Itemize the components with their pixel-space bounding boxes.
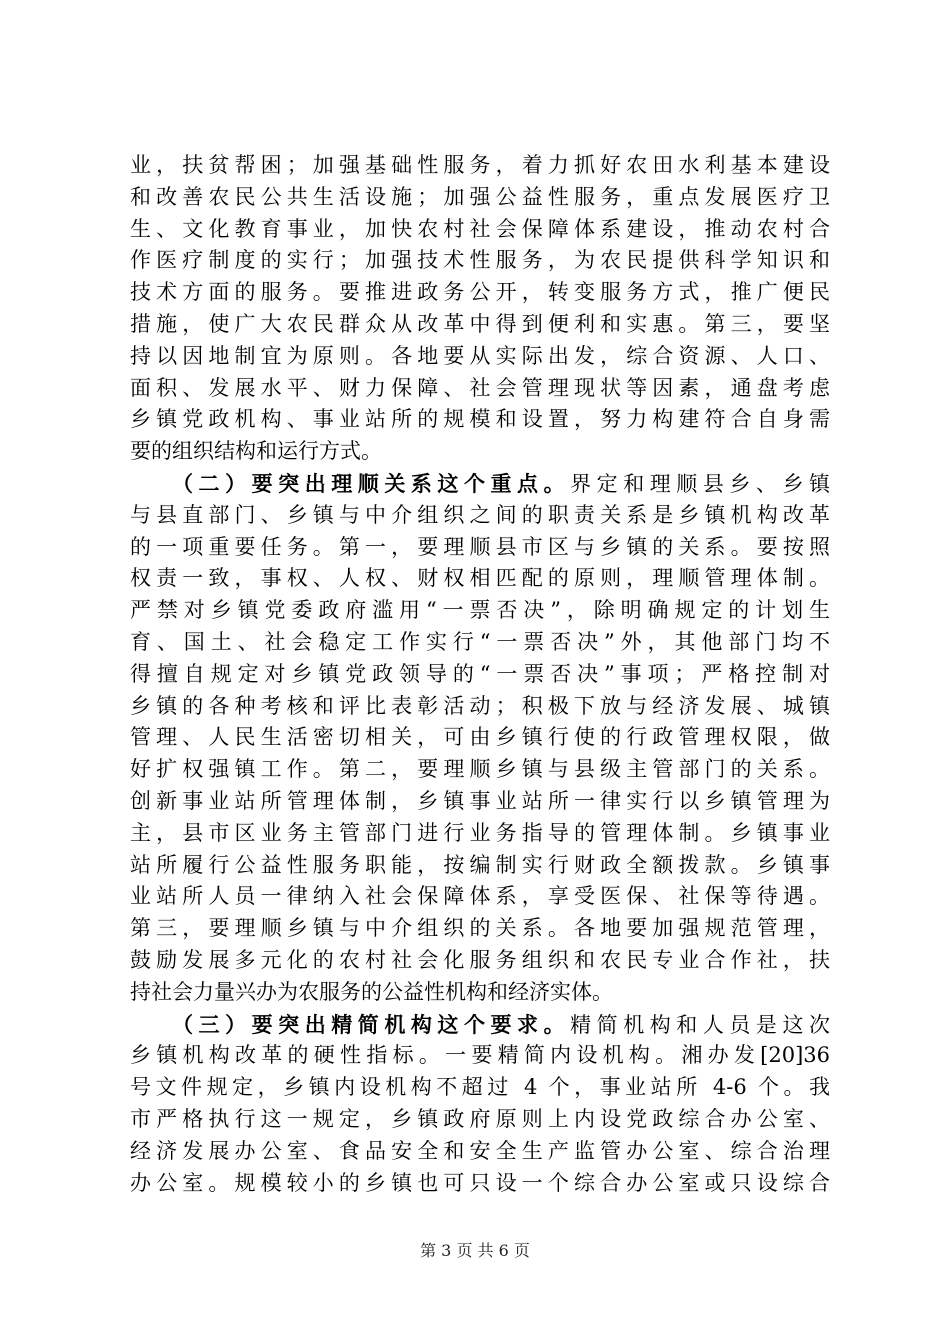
text-line: 作医疗制度的实行；加强技术性服务，为农民提供科学知识和	[130, 248, 830, 273]
text-line: 权责一致，事权、人权、财权相匹配的原则，理顺管理体制。	[130, 566, 830, 591]
text-line: 技术方面的服务。要推进政务公开，转变服务方式，推广便民	[130, 280, 830, 305]
text-line: 管理、人民生活密切相关，可由乡镇行使的行政管理权限，做	[130, 725, 830, 750]
text-line: 措施，使广大农民群众从改革中得到便利和实惠。第三，要坚	[130, 311, 830, 336]
text-line: 经济发展办公室、食品安全和安全生产监管办公室、综合治理	[130, 1138, 830, 1163]
text-line: 站所履行公益性服务职能，按编制实行财政全额拨款。乡镇事	[130, 852, 830, 877]
page-footer: 第 3 页 共 6 页	[420, 1241, 530, 1260]
text-line: 市严格执行这一规定，乡镇政府原则上内设党政综合办公室、	[130, 1106, 830, 1131]
text-line: 与县直部门、乡镇与中介组织之间的职责关系是乡镇机构改革	[130, 502, 830, 527]
paragraph-intro	[130, 150, 830, 468]
text-line: 号文件规定，乡镇内设机构不超过 4 个，事业站所 4-6 个。我	[130, 1075, 830, 1100]
text-line: 要的组织结构和运行方式。	[130, 439, 382, 464]
paragraph-section-three	[130, 1009, 830, 1200]
text-line: 育、国土、社会稳定工作实行“一票否决”外，其他部门均不	[130, 629, 830, 654]
section-two-lead-text: 界定和理顺县乡、乡镇	[570, 471, 830, 496]
document-body	[130, 150, 830, 1199]
text-line: 第三，要理顺乡镇与中介组织的关系。各地要加强规范管理，	[130, 916, 830, 941]
text-line: 生、文化教育事业，加快农村社会保障体系建设，推动农村合	[130, 216, 830, 241]
text-line: 业站所人员一律纳入社会保障体系，享受医保、社保等待遇。	[130, 884, 830, 909]
text-line: 乡镇的各种考核和评比表彰活动；积极下放与经济发展、城镇	[130, 693, 830, 718]
text-line: 的一项重要任务。第一，要理顺县市区与乡镇的关系。要按照	[130, 534, 830, 559]
text-line: 持社会力量兴办为农服务的公益性机构和经济实体。	[130, 979, 613, 1004]
text-line: 持以因地制宜为原则。各地要从实际出发，综合资源、人口、	[130, 343, 830, 368]
text-line: 办公室。规模较小的乡镇也可只设一个综合办公室或只设综合	[130, 1170, 830, 1195]
text-line: 得擅自规定对乡镇党政领导的“一票否决”事项；严格控制对	[130, 661, 830, 686]
text-line: 严禁对乡镇党委政府滥用“一票否决”，除明确规定的计划生	[130, 598, 830, 623]
text-line: 鼓励发展多元化的农村社会化服务组织和农民专业合作社，扶	[130, 947, 830, 972]
section-three-first-line	[130, 1009, 830, 1041]
text-line: 和改善农民公共生活设施；加强公益性服务，重点发展医疗卫	[130, 184, 830, 209]
text-line: 创新事业站所管理体制，乡镇事业站所一律实行以乡镇管理为	[130, 788, 830, 813]
text-line: 面积、发展水平、财力保障、社会管理现状等因素，通盘考虑	[130, 375, 830, 400]
text-line: 好扩权强镇工作。第二，要理顺乡镇与县级主管部门的关系。	[130, 757, 830, 782]
section-three-lead-text: 精简机构和人员是这次	[570, 1012, 830, 1037]
text-line: 乡镇机构改革的硬性指标。一要精简内设机构。湘办发[20]36	[130, 1043, 830, 1068]
text-line: 主，县市区业务主管部门进行业务指导的管理体制。乡镇事业	[130, 820, 830, 845]
section-two-heading: （二）要突出理顺关系这个重点。	[172, 470, 571, 496]
text-line: 业，扶贫帮困；加强基础性服务，着力抓好农田水利基本建设	[130, 153, 830, 177]
section-three-heading: （三）要突出精简机构这个要求。	[172, 1011, 571, 1037]
paragraph-section-two	[130, 468, 830, 1009]
section-two-first-line	[130, 468, 830, 500]
text-line: 乡镇党政机构、事业站所的规模和设置，努力构建符合自身需	[130, 407, 830, 432]
